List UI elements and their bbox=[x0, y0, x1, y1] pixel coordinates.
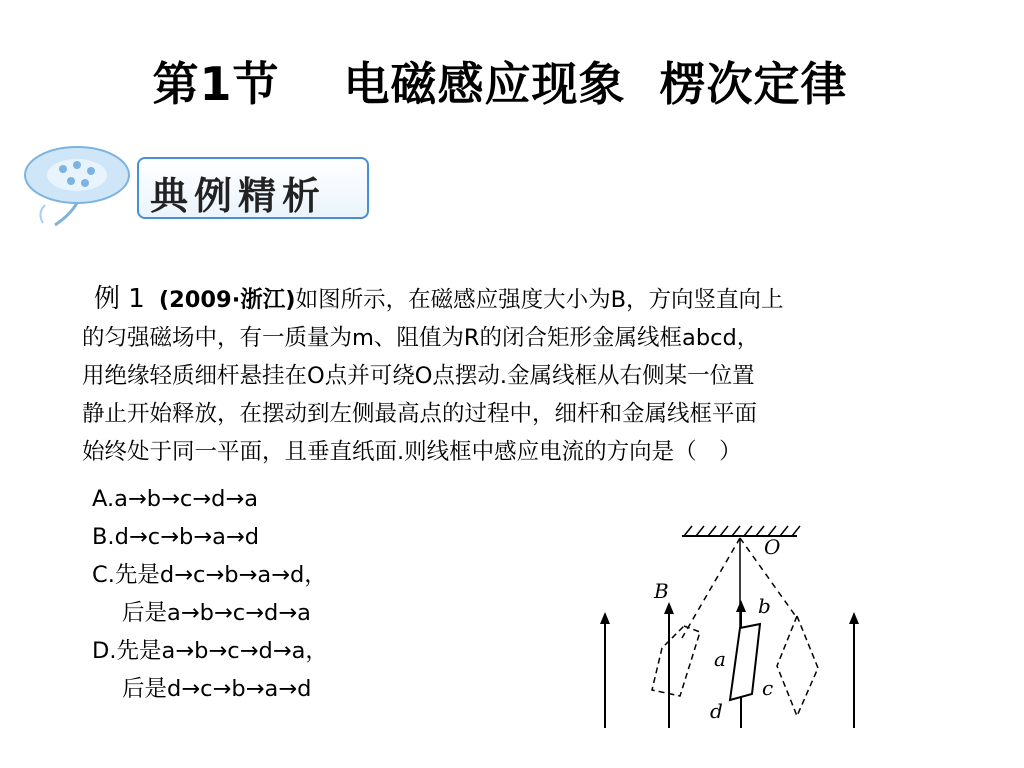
example-source: (2009·浙江) bbox=[158, 287, 296, 313]
physics-figure bbox=[592, 518, 872, 737]
problem-line-1 bbox=[82, 280, 952, 319]
option-a[interactable]: A.a→b→c→d→a bbox=[92, 486, 259, 512]
problem-line-4: 静止开始释放，在摆动到左侧最高点的过程中，细杆和金属线框平面 bbox=[82, 401, 758, 427]
option-c[interactable]: C.先是d→c→b→a→d， bbox=[92, 562, 327, 588]
problem-line-3: 用绝缘轻质细杆悬挂在O点并可绕O点摆动.金属线框从右侧某一位置 bbox=[82, 363, 755, 389]
label-c: c bbox=[762, 676, 774, 700]
problem-text-line: 如图所示，在磁感应强度大小为B，方向竖直向上 bbox=[295, 287, 784, 313]
problem-line-5: 始终处于同一平面，且垂直纸面.则线框中感应电流的方向是（ ） bbox=[82, 439, 742, 465]
example-label: 例 1 bbox=[94, 284, 145, 314]
label-a: a bbox=[714, 647, 726, 671]
frame-center bbox=[730, 624, 760, 700]
lotus-icon bbox=[15, 135, 145, 227]
option-c-continued[interactable]: 后是a→b→c→d→a bbox=[122, 600, 311, 626]
option-d-continued[interactable]: 后是d→c→b→a→d bbox=[122, 676, 312, 702]
option-d[interactable]: D.先是a→b→c→d→a， bbox=[92, 638, 328, 664]
rod-left bbox=[682, 538, 740, 638]
section-banner bbox=[15, 135, 360, 227]
label-d: d bbox=[710, 699, 723, 723]
pendulum-diagram bbox=[592, 518, 872, 733]
ceiling-hatch bbox=[684, 526, 800, 536]
option-b[interactable]: B.d→c→b→a→d bbox=[92, 524, 260, 550]
banner-label: 典例精析 bbox=[150, 174, 327, 218]
label-B: B bbox=[654, 579, 669, 603]
problem-line-2: 的匀强磁场中，有一质量为m、阻值为R的闭合矩形金属线框abcd， bbox=[82, 325, 760, 351]
label-O: O bbox=[764, 535, 781, 559]
label-b: b bbox=[758, 594, 771, 618]
problem-text bbox=[82, 280, 952, 471]
frame-right bbox=[777, 616, 818, 716]
answer-options bbox=[92, 480, 328, 708]
page-title: 第1节 电磁感应现象 楞次定律 bbox=[152, 57, 848, 111]
frame-left bbox=[652, 626, 700, 696]
